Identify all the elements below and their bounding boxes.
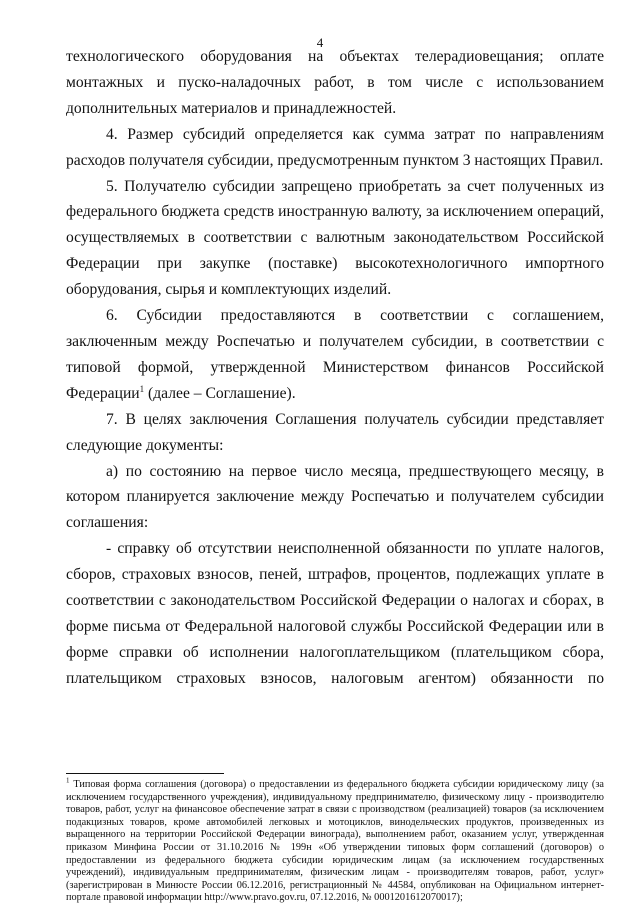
paragraph-continuation: технологического оборудования на объектах телерадиовещания; оплате монтажных и пуско-наладочных работ, в том числе с использованием дополнительных материалов и принадлежностей. [66,48,604,117]
footnote-text: Типовая форма соглашения (договора) о предоставлении из федерального бюджета субсидии юридическому лицу (за исключением государственного учреждения), индивидуальному предпринимателю, физическому лицу - производителю товаров, работ, услуг на финансовое обеспечение затрат в связи с производством (реализацией) товаров (за исключением подакцизных товаров, кроме автомобилей легковых и мотоциклов, винодельческих продуктов, произведенных из выращенного на территории Российской Федерации винограда), выполнением работ, оказанием услуг, утвержденная приказом Минфина России от 31.10.2016 № 199н «Об утверждении типовых форм соглашений (договоров) о предоставлении из федерального бюджета субсидии юридическим лицам (за исключением государственных учреждений), индивидуальным предпринимателям, физическим лицам - производителям товаров, работ, услуг» (зарегистрирован в Минюсте России 06.12.2016, регистрационный № 44584, опубликован на Официальном интернет-портале правовой информации http://www.pravo.gov.ru, 07.12.2016, № 0001201612070017); [66,779,604,904]
paragraph-5: 5. Получателю субсидии запрещено приобретать за счет полученных из федерального бюджета средств иностранную валюту, за исключением операций, осуществляемых в соответствии с валютным законодательством Российской Федерации при закупке (поставке) высокотехнологичного импортного оборудования, сырья и комплектующих изделий. [66,177,604,299]
paragraph-6-text: 6. Субсидии предоставляются в соответствии с соглашением, заключенным между Роспечатью и получателем субсидии, в соответствии с типовой формой, утвержденной Министерством финансов Российской Федерации [66,307,604,402]
paragraph-4: 4. Размер субсидий определяется как сумма затрат по направлениям расходов получателя субсидии, предусмотренным пунктом 3 настоящих Правил. [66,125,604,169]
paragraph-6-tail: (далее – Соглашение). [144,384,296,402]
footnote [66,776,604,905]
paragraph-7a: а) по состоянию на первое число месяца, предшествующего месяцу, в котором планируется заключение между Роспечатью и получателем субсидии соглашения: [66,462,604,532]
footnote-divider [66,773,224,774]
footnote-reference[interactable]: 1 [139,383,145,394]
page-number: 4 [316,35,324,50]
footnote-marker: 1 [66,776,70,785]
paragraph-7: 7. В целях заключения Соглашения получатель субсидии представляет следующие документы: [66,410,604,454]
paragraph-6 [66,303,604,407]
paragraph-7a-item: - справку об отсутствии неисполненной обязанности по уплате налогов, сборов, страховых взносов, пеней, штрафов, процентов, подлежащих уплате в соответствии с законодательством Российской Федерации о налогах и сборах, в форме письма от Федеральной налоговой службы Российской Федерации или в форме справки об исполнении налогоплательщиком (плательщиком сбора, плательщиком страховых взносов, налоговым агентом) обязанности по [66,540,604,687]
document-body [66,44,604,692]
